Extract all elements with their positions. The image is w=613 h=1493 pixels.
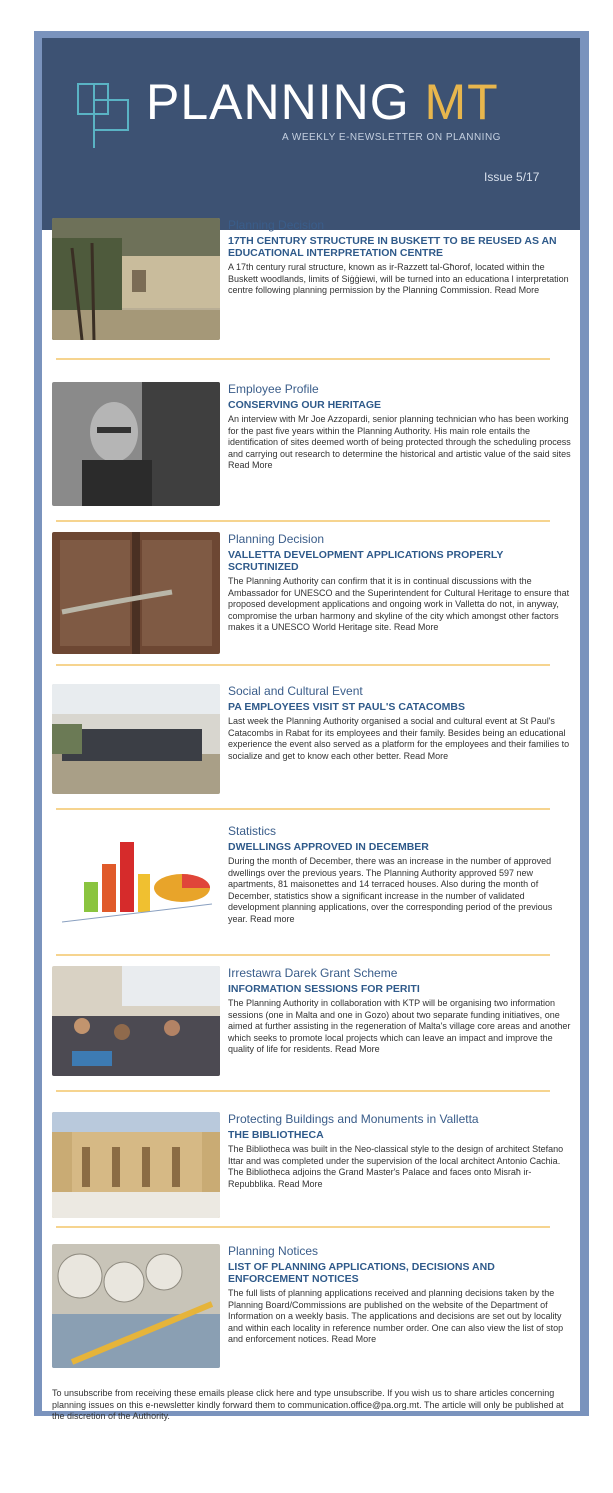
section-divider — [56, 520, 550, 522]
article-headline[interactable]: PA EMPLOYEES VISIT ST PAUL'S CATACOMBS — [228, 701, 466, 713]
article-employee-profile — [52, 382, 572, 508]
article-summary: The Planning Authority in collaboration with KTP will be organising two information sessions (one in Malta and one in Gozo) about two separate funding initiatives, one aimed at further assisting in the regeneration of Malta's village core areas and another which seeks to promote local projects which can leave an impact and improve the quality of life for residents. Read More — [228, 998, 571, 1055]
article-headline[interactable]: CONSERVING OUR HERITAGE — [228, 399, 382, 411]
brand-title — [146, 72, 499, 132]
article-summary: An interview with Mr Joe Azzopardi, senior planning technician who has been working for the past five years within the Planning Authority. His main role entails the identification of sites deemed worth of being protected through the scheduling process and carrying out research to determine the historical and artistic value of the said sites Read More — [228, 414, 571, 471]
section-divider — [56, 358, 550, 360]
article-headline[interactable]: 17TH CENTURY STRUCTURE IN BUSKETT TO BE REUSED AS AN EDUCATIONAL INTERPRETATION CENTRE — [228, 235, 557, 259]
unsubscribe-notice: To unsubscribe from receiving these emails please click here and type unsubscribe. If you wish us to share articles concerning planning issues on this e-newsletter kindly forward them to communication.office@pa.org.mt. The article will only be published at the discretion of the Authority. — [52, 1388, 564, 1421]
article-planning-notices — [52, 1244, 572, 1370]
article-catacombs-visit — [52, 684, 572, 796]
information-session-image[interactable] — [52, 966, 220, 1076]
blueprints-image[interactable] — [52, 1244, 220, 1368]
section-divider — [56, 1090, 550, 1092]
article-info-sessions — [52, 966, 572, 1078]
article-buskett — [52, 218, 572, 342]
article-headline[interactable]: THE BIBLIOTHECA — [228, 1129, 324, 1141]
section-divider — [56, 954, 550, 956]
brand-main: PLANNING — [146, 74, 410, 130]
article-headline[interactable]: LIST OF PLANNING APPLICATIONS, DECISIONS AND ENFORCEMENT NOTICES — [228, 1261, 495, 1285]
article-category: Statistics — [228, 824, 277, 838]
article-category: Planning Decision — [228, 532, 325, 546]
article-summary: Last week the Planning Authority organised a social and cultural event at St Paul's Catacombs in Rabat for its employees and their family. Besides being an educational experience the event also served as a platform for the employees and their families to socialize and get to know each other better. Read More — [228, 716, 570, 761]
article-category: Irrestawra Darek Grant Scheme — [228, 966, 398, 980]
bibliotheca-building-image[interactable] — [52, 1112, 220, 1218]
article-headline[interactable]: DWELLINGS APPROVED IN DECEMBER — [228, 841, 429, 853]
article-headline[interactable]: VALLETTA DEVELOPMENT APPLICATIONS PROPERLY SCRUTINIZED — [228, 549, 504, 573]
article-dwellings-statistics — [52, 824, 572, 940]
issue-number: Issue 5/17 — [484, 170, 540, 184]
section-divider — [56, 808, 550, 810]
article-summary: A 17th century rural structure, known as ir-Razzett tal-Għorof, located within the Buskett woodlands, limits of Siġġiewi, will be turned into an educationa l interpretation centre following planning permission by the Planning Commission. Read More — [228, 262, 569, 296]
section-divider — [56, 1226, 550, 1228]
tagline: A WEEKLY E-NEWSLETTER ON PLANNING — [282, 132, 501, 143]
section-divider — [56, 664, 550, 666]
article-summary: During the month of December, there was an increase in the number of approved dwellings over the previous years. The Planning Authority approved 597 new apartments, 81 maisonettes and 14 terraced houses. Also during the month of December, statistics show a significant increase in the number of validated development planning applications, over the corresponding period of the previous year. Read more — [228, 856, 553, 924]
buskett-structure-image[interactable] — [52, 218, 220, 340]
article-bibliotheca — [52, 1112, 572, 1220]
article-category: Planning Decision — [228, 218, 325, 232]
valletta-door-image[interactable] — [52, 532, 220, 654]
article-headline[interactable]: INFORMATION SESSIONS FOR PERITI — [228, 983, 420, 995]
article-category: Planning Notices — [228, 1244, 319, 1258]
employee-portrait-image[interactable] — [52, 382, 220, 506]
statistics-chart-image[interactable] — [52, 824, 220, 938]
article-summary: The full lists of planning applications received and planning decisions taken by the Planning Board/Commissions are published on the website of the Department of Information on a weekly basis. The applications and decisions are set out by locality and within each locality in reference number order. One can also view the list of stop and enforcement notices. Read More — [228, 1288, 564, 1345]
article-summary: The Planning Authority can confirm that it is in continual discussions with the Ambassador for UNESCO and the Superintendent for Cultural Heritage to ensure that proposed development applications and ongoing work in Valletta do not, in anyway, compromise the urban harmony and skyline of the city which amongst other factors makes it a UNESCO World Heritage site. Read More — [228, 576, 570, 633]
article-category: Protecting Buildings and Monuments in Valletta — [228, 1112, 479, 1126]
article-category: Employee Profile — [228, 382, 319, 396]
catacombs-group-image[interactable] — [52, 684, 220, 794]
brand-accent: MT — [424, 74, 499, 130]
article-summary: The Bibliotheca was built in the Neo-classical style to the design of architect Stefano Ittar and was completed under the supervision of the local architect Antonio Cachia. The Bibliotheca adjoins the Grand Master's Palace and faces onto Misraħ ir-Repubblika. Read More — [228, 1144, 564, 1189]
planning-logo-icon — [76, 82, 132, 150]
article-valletta-applications — [52, 532, 572, 654]
article-category: Social and Cultural Event — [228, 684, 363, 698]
